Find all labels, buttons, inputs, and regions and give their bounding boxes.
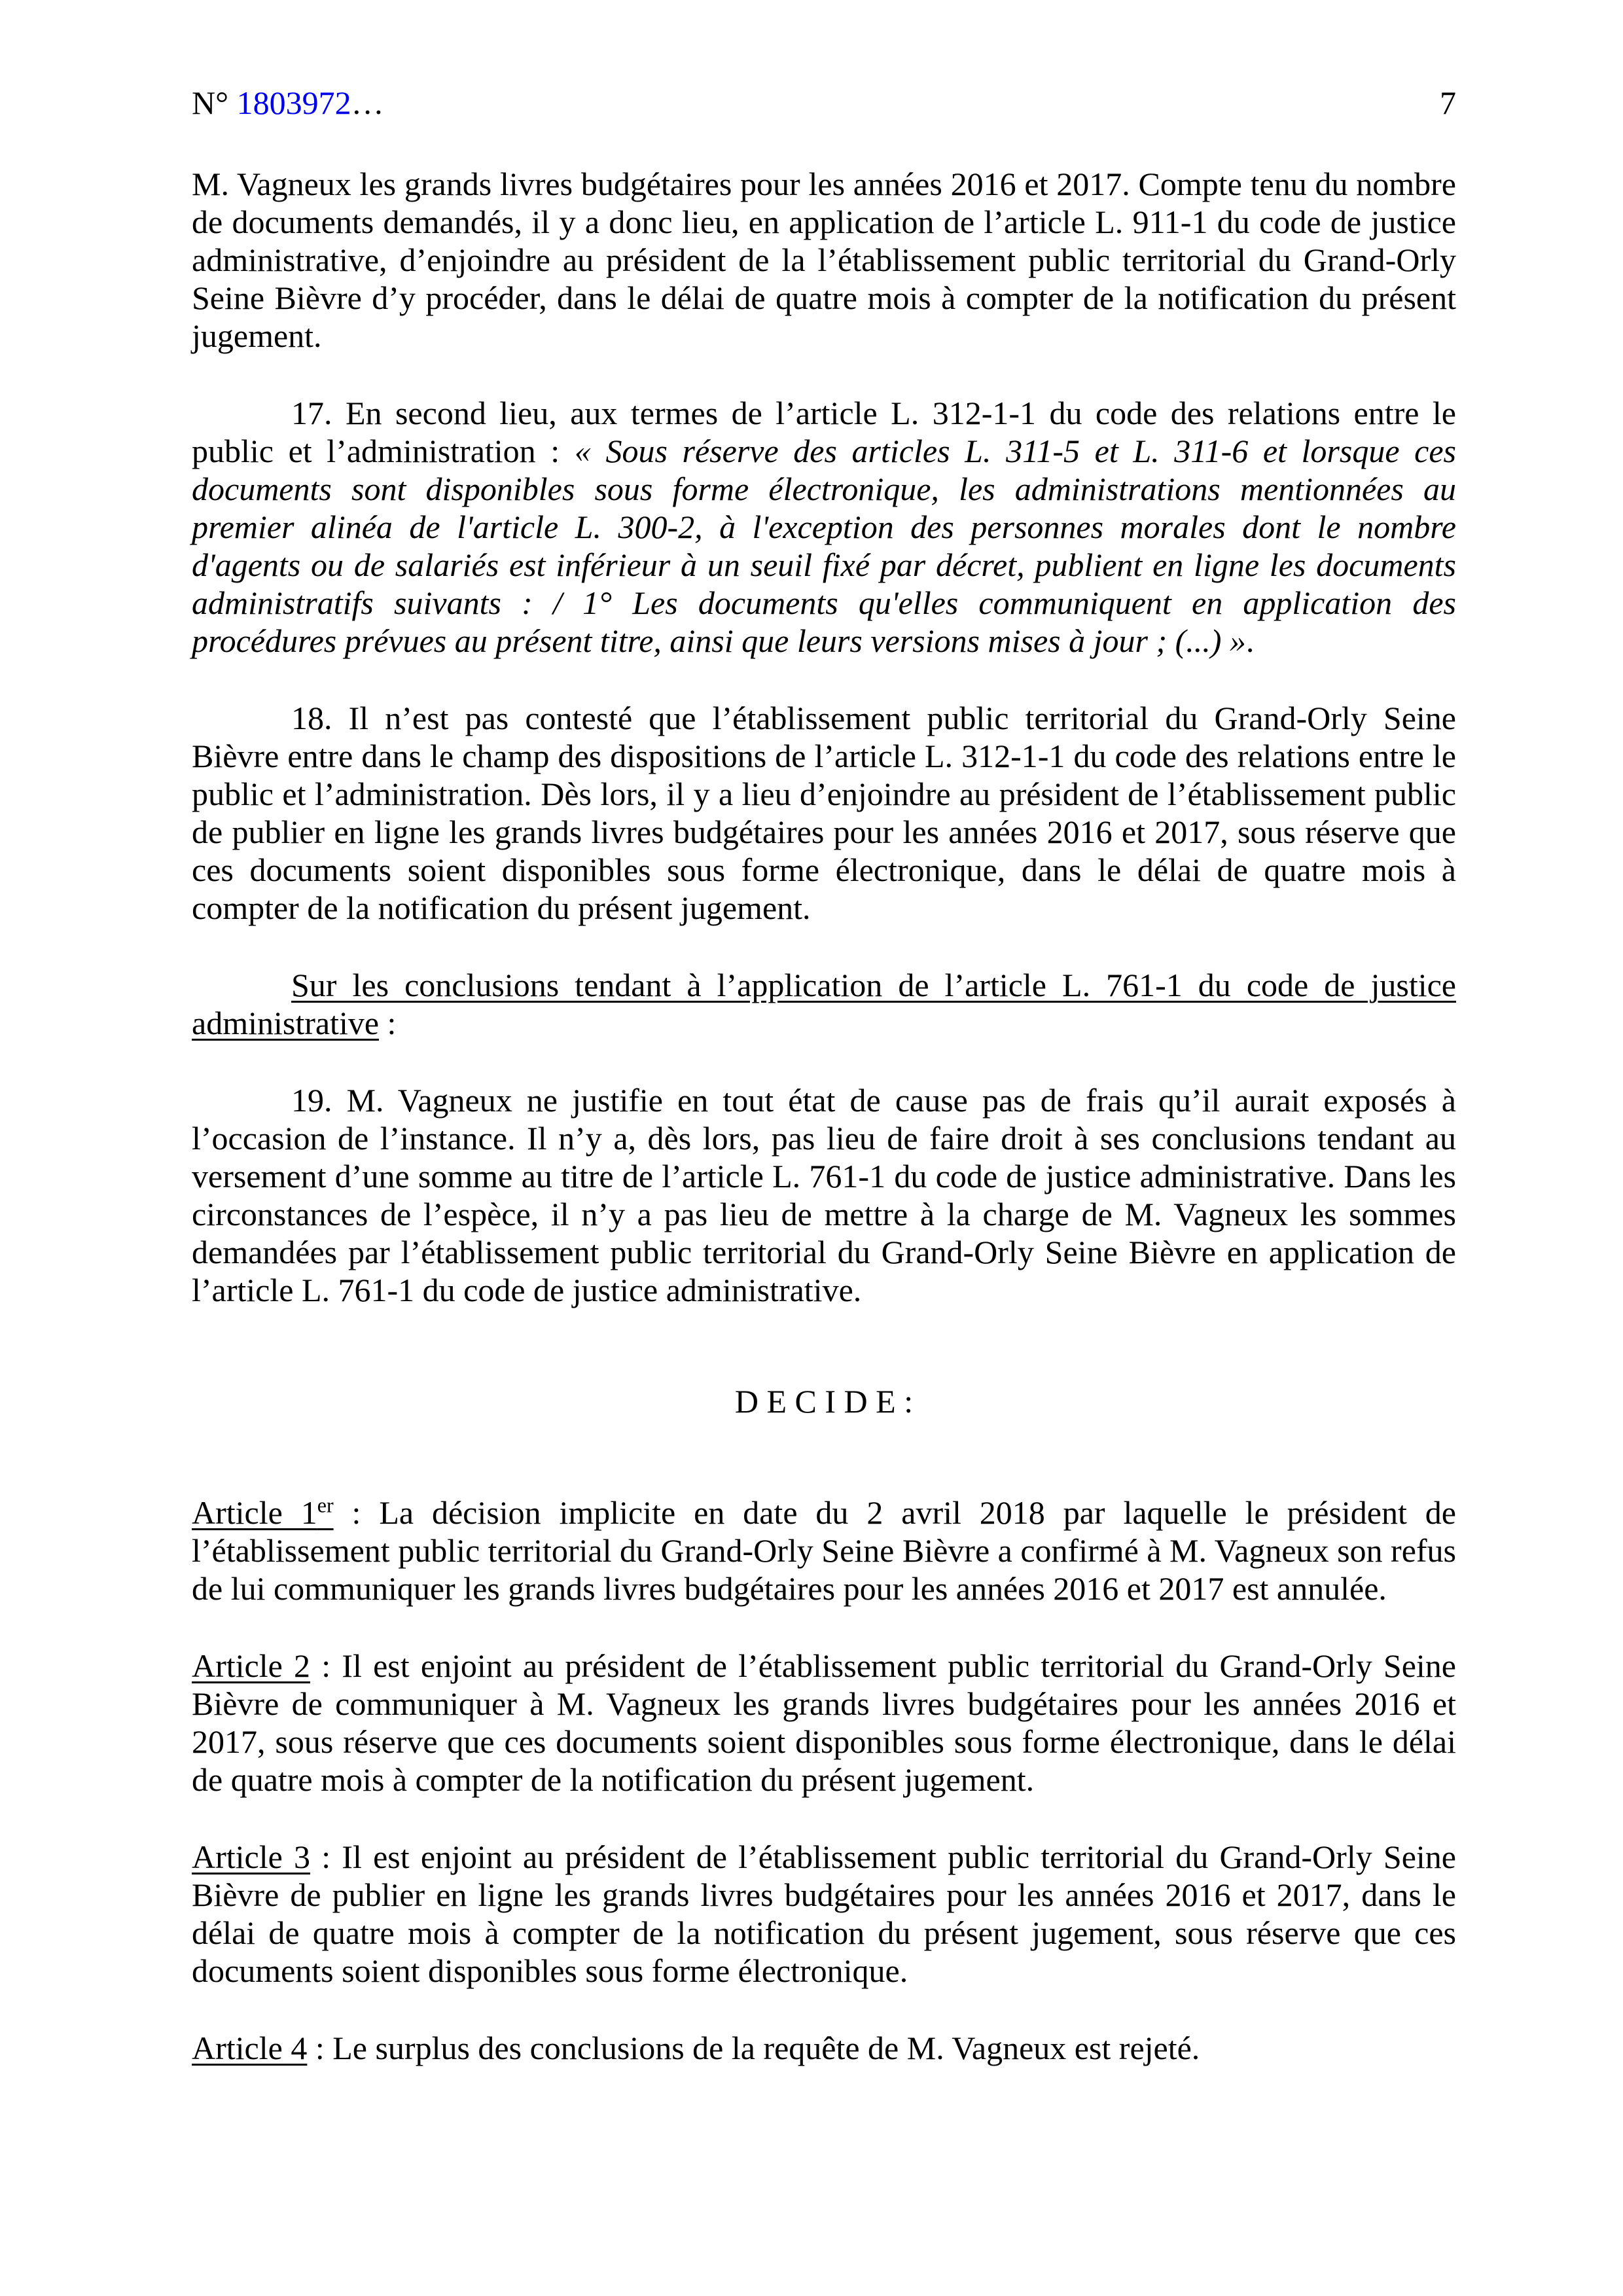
article-3-text: Il est enjoint au président de l’établissement public territorial du Grand-Orly Seine Bièvre de publier en ligne les grands livres budgétaires pour les années 2016 et 2017, dans le délai de quatre mois à compter de la notification du présent jugement, sous réserve que ces documents soient disponibles sous forme électronique. xyxy=(192,1839,1456,1989)
case-number-ellipsis: … xyxy=(351,84,384,121)
page-number: 7 xyxy=(1440,84,1456,121)
paragraph-18: 18. Il n’est pas contesté que l’établissement public territorial du Grand-Orly Seine Bièvre entre dans le champ des dispositions de l’article L. 312-1-1 du code des relations entre le public et l’administration. Dès lors, il y a lieu d’enjoindre au président de l’établissement public de publier en ligne les grands livres budgétaires pour les années 2016 et 2017, sous réserve que ces documents soient disponibles sous forme électronique, dans le délai de quatre mois à compter de la notification du présent jugement. xyxy=(192,700,1456,926)
article-1 xyxy=(192,1494,1456,1607)
article-1-separator: : xyxy=(333,1494,380,1531)
paragraph-intro: M. Vagneux les grands livres budgétaires pour les années 2016 et 2017. Compte tenu du nombre de documents demandés, il y a donc lieu, en application de l’article L. 911-1 du code de justice administrative, d’enjoindre au président de la l’établissement public territorial du Grand-Orly Seine Bièvre d’y procéder, dans le délai de quatre mois à compter de la notification du présent jugement. xyxy=(192,166,1456,354)
article-4-separator: : xyxy=(307,2030,333,2066)
article-4-text: Le surplus des conclusions de la requête de M. Vagneux est rejeté. xyxy=(332,2030,1200,2066)
case-number-value: 1803972 xyxy=(236,84,351,121)
paragraph-19: 19. M. Vagneux ne justifie en tout état de cause pas de frais qu’il aurait exposés à l’occasion de l’instance. Il n’y a, dès lors, pas lieu de faire droit à ses conclusions tendant au versement d’une somme au titre de l’article L. 761-1 du code de justice administrative. Dans les circonstances de l’espèce, il n’y a pas lieu de mettre à la charge de M. Vagneux les sommes demandées par l’établissement public territorial du Grand-Orly Seine Bièvre en application de l’article L. 761-1 du code de justice administrative. xyxy=(192,1082,1456,1308)
article-2-label: Article 2 xyxy=(192,1647,311,1684)
article-2 xyxy=(192,1647,1456,1799)
article-1-label xyxy=(192,1494,334,1531)
article-3-label: Article 3 xyxy=(192,1839,311,1875)
article-4-label: Article 4 xyxy=(192,2030,308,2066)
article-1-label-sup: er xyxy=(317,1493,334,1517)
section-heading-761-colon: : xyxy=(379,1005,397,1041)
article-4 xyxy=(192,2029,1456,2067)
case-number xyxy=(192,84,384,122)
paragraph-17-lead: 17. En second lieu, aux termes de l’article L. 312-1-1 du code des relations entre le public et l’administration : xyxy=(192,395,1456,469)
paragraph-17-quote: « Sous réserve des articles L. 311-5 et L. 311-6 et lorsque ces documents sont disponibles sous forme électronique, les administrations mentionnées au premier alinéa de l'article L. 300-2, à l'exception des personnes morales dont le nombre d'agents ou de salariés est inférieur à un seuil fixé par décret, publient en ligne les documents administratifs suivants : / 1° Les documents qu'elles communiquent en application des procédures prévues au présent titre, ainsi que leurs versions mises à jour ; (...) » xyxy=(192,433,1457,659)
article-1-text: La décision implicite en date du 2 avril 2018 par laquelle le président de l’établissement public territorial du Grand-Orly Seine Bièvre a confirmé à M. Vagneux son refus de lui communiquer les grands livres budgétaires pour les années 2016 et 2017 est annulée. xyxy=(192,1494,1456,1607)
page-header xyxy=(192,84,1456,122)
section-heading-761-text: Sur les conclusions tendant à l’application de l’article L. 761-1 du code de justice administrative xyxy=(192,967,1456,1041)
article-2-separator: : xyxy=(310,1647,342,1684)
article-3-separator: : xyxy=(310,1839,342,1875)
decide-heading: D E C I D E : xyxy=(734,1383,914,1420)
section-heading-761 xyxy=(192,966,1456,1042)
paragraph-17 xyxy=(192,394,1456,660)
paragraph-17-end: . xyxy=(1245,622,1255,659)
article-2-text: Il est enjoint au président de l’établissement public territorial du Grand-Orly Seine Bièvre de communiquer à M. Vagneux les grands livres budgétaires pour les années 2016 et 2017, sous réserve que ces documents soient disponibles sous forme électronique, dans le délai de quatre mois à compter de la notification du présent jugement. xyxy=(192,1647,1456,1798)
article-3 xyxy=(192,1838,1456,1990)
article-1-label-text: Article 1 xyxy=(192,1494,317,1531)
case-number-prefix: N° xyxy=(192,84,237,121)
